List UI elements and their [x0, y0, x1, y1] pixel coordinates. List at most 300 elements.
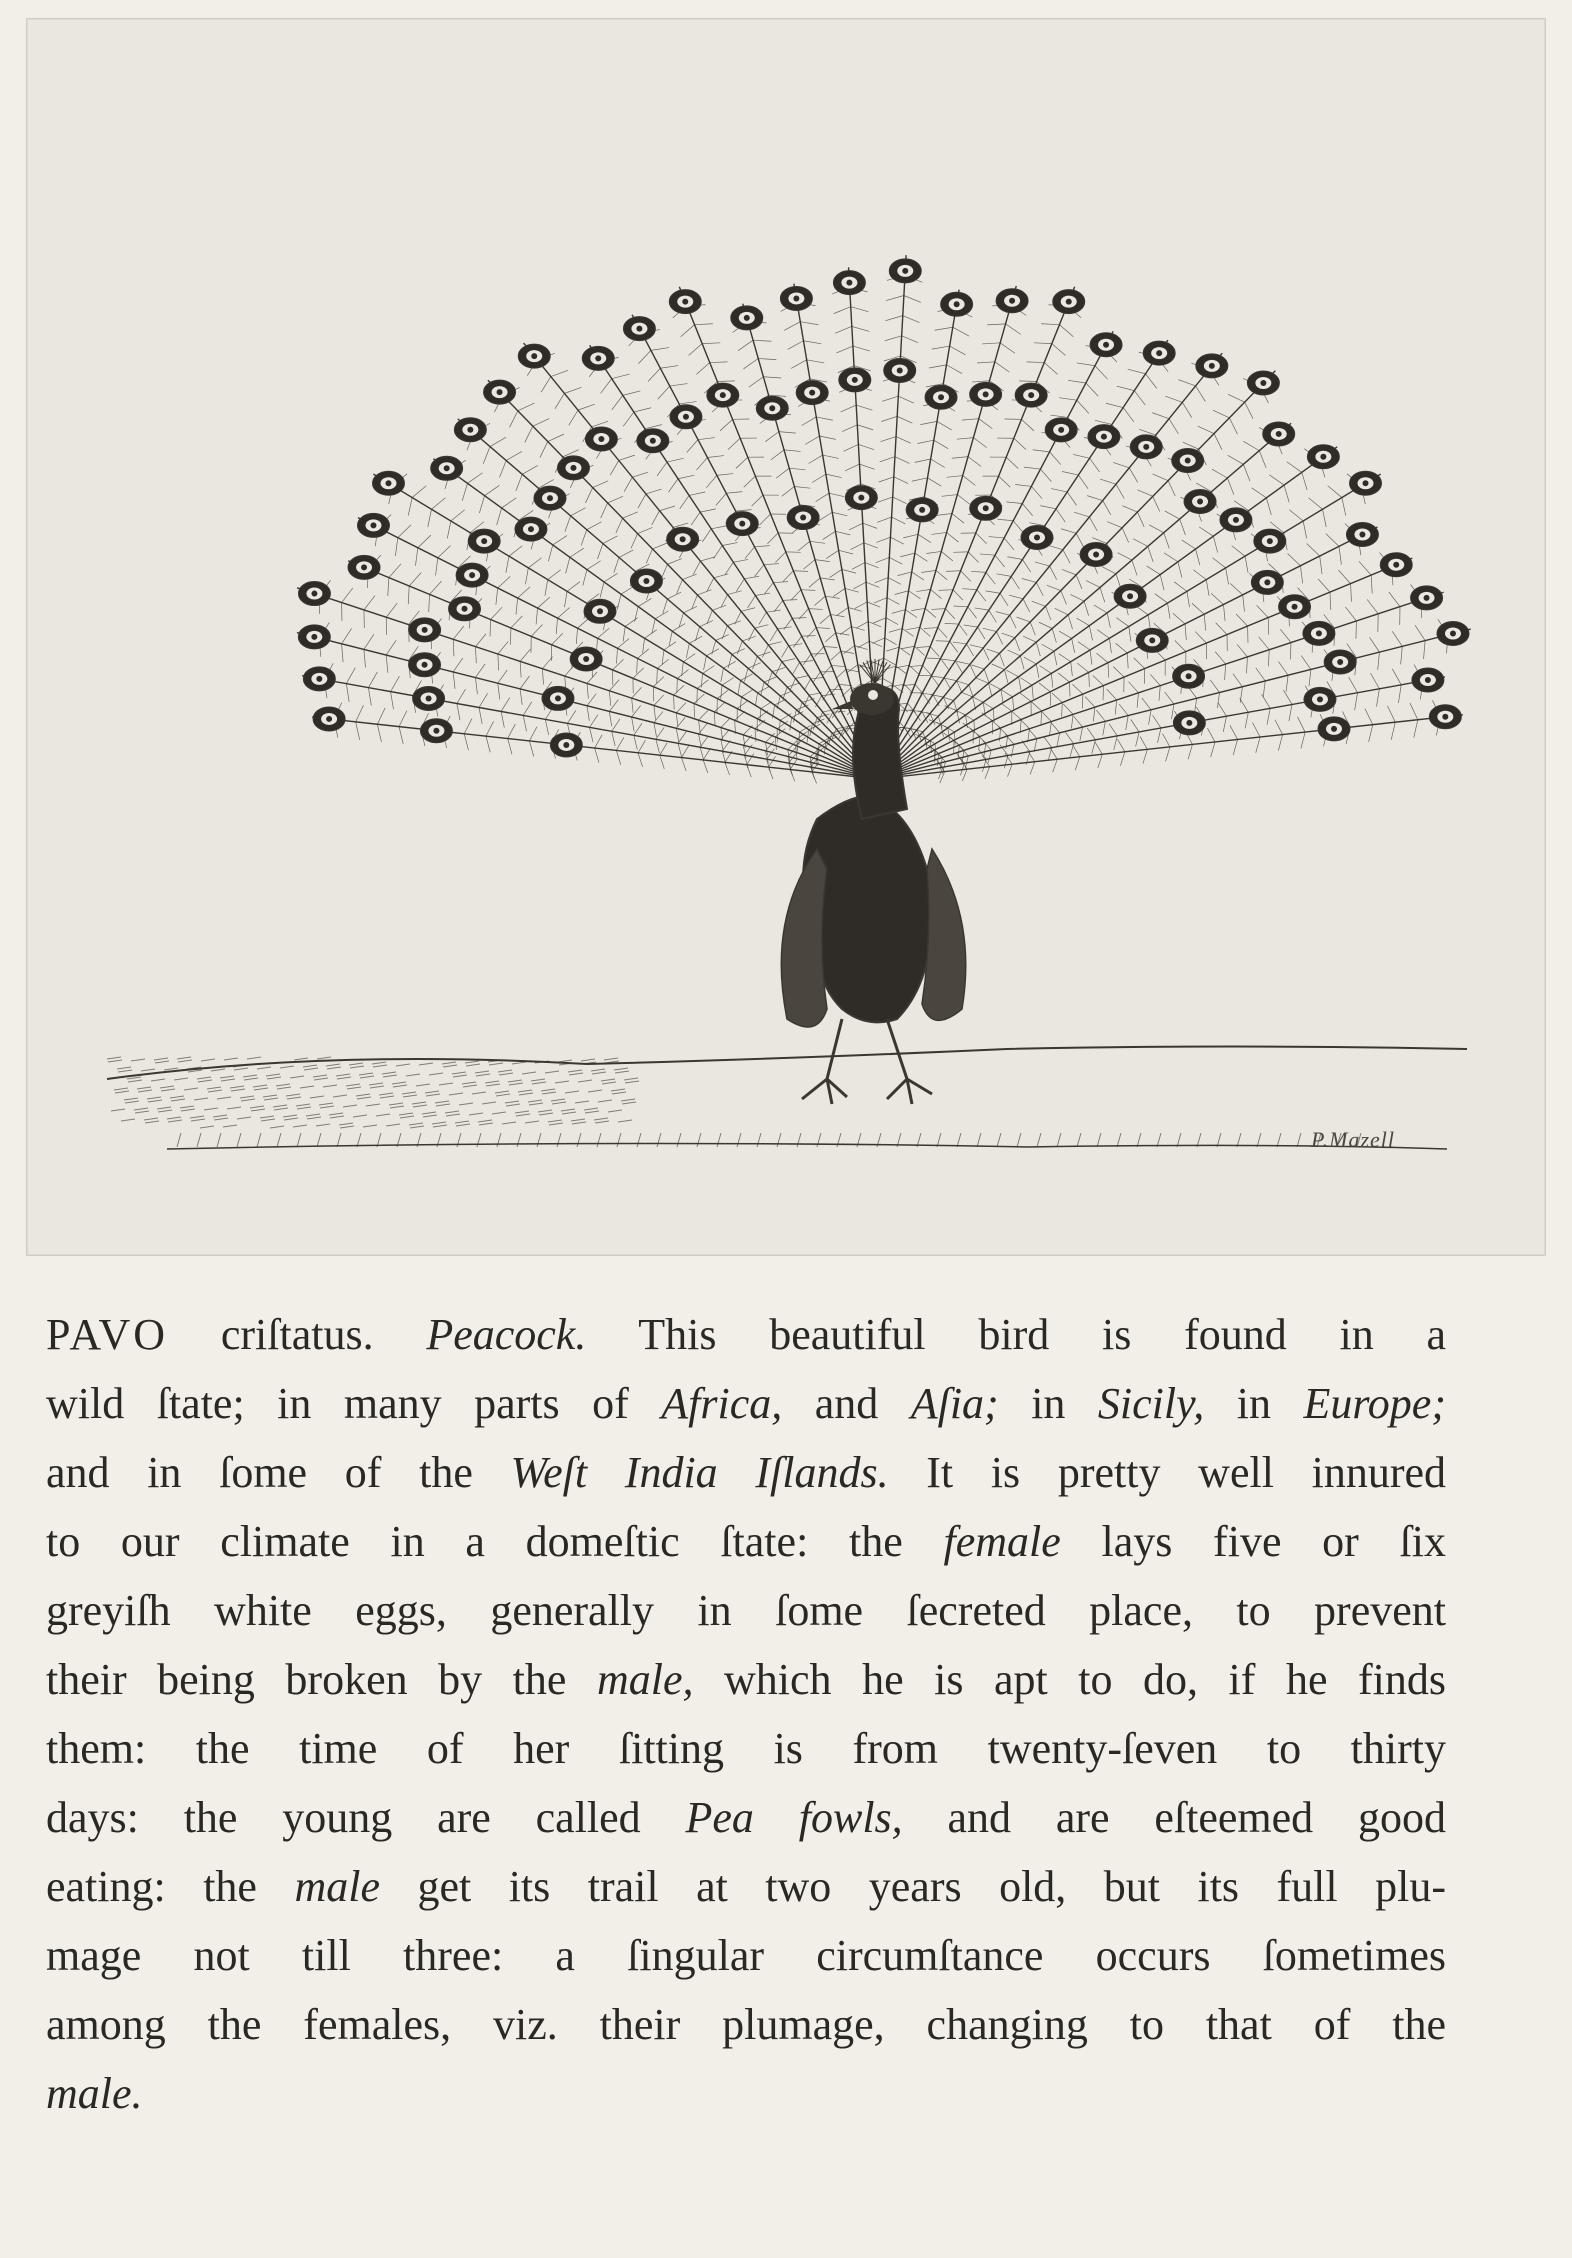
feather-barb: [1195, 632, 1206, 644]
feather-eyespot-pupil: [422, 662, 428, 668]
feather-barb: [1050, 566, 1057, 579]
ground-hatch: [304, 1068, 318, 1070]
feather-barb: [851, 307, 869, 312]
feather-barb: [1098, 754, 1103, 768]
feather-barb: [810, 541, 825, 543]
ground-hatch: [347, 1087, 361, 1089]
feather-barb: [475, 678, 477, 695]
feather-barb: [654, 705, 656, 719]
feather-barb: [1024, 657, 1036, 664]
feather-barb: [453, 658, 463, 672]
feather-barb: [698, 438, 715, 440]
feather-barb: [1263, 681, 1265, 697]
text-line-8: [46, 1783, 1446, 1852]
feather-barb: [483, 447, 490, 464]
feather-barb: [912, 572, 924, 580]
feather-barb: [722, 543, 737, 546]
feather-barb: [600, 582, 604, 598]
feather-barb: [714, 703, 724, 712]
peacock-leg-left: [802, 1019, 847, 1104]
feather-barb: [681, 758, 686, 771]
feather-barb: [1275, 720, 1283, 735]
feather-barb: [911, 608, 925, 610]
feather-barb: [917, 646, 931, 647]
feather-barb: [1109, 638, 1111, 653]
feather-barb: [457, 689, 466, 704]
feather-barb: [1192, 603, 1204, 614]
ground-hatch: [211, 1069, 225, 1071]
feather-barb: [989, 610, 997, 622]
feather-barb: [930, 646, 939, 656]
feather-barb: [1185, 624, 1186, 640]
feather-barb: [957, 438, 974, 440]
feather-barb: [893, 497, 907, 504]
feather-barb: [738, 340, 753, 350]
feather-barb: [815, 696, 821, 707]
feather-barb: [1164, 533, 1170, 549]
feather-barb: [997, 574, 1012, 577]
feather-barb: [1165, 396, 1182, 402]
ground-hatch: [337, 1077, 351, 1079]
text-line-1: [46, 1300, 1446, 1369]
feather-barb: [1369, 725, 1373, 742]
feather-barb: [953, 642, 967, 644]
ground-hatch: [135, 1111, 149, 1113]
feather-barb: [815, 560, 830, 562]
ground-hatch: [280, 1066, 294, 1068]
feather-barb: [841, 405, 856, 412]
ground-hatch: [591, 1069, 605, 1071]
feather-barb: [342, 588, 353, 603]
feather-barb: [1095, 366, 1108, 379]
feather-eyespot-pupil: [361, 564, 367, 570]
feather-barb: [1182, 540, 1196, 549]
feather-barb: [356, 722, 360, 740]
feather-barb: [1023, 599, 1030, 612]
feather-barb: [1096, 653, 1108, 663]
feather-barb: [1073, 454, 1090, 458]
feather-barb: [989, 537, 1004, 538]
feather-barb: [364, 596, 375, 610]
feather-barb: [1146, 374, 1157, 389]
ground-hatch: [618, 1120, 632, 1122]
feather-barb: [1259, 637, 1270, 650]
feather-barb: [825, 633, 835, 642]
feather-barb: [674, 685, 685, 695]
grass-tuft: [537, 1133, 541, 1147]
ground-hatch: [478, 1120, 492, 1122]
feather-barb: [1059, 631, 1072, 638]
feather-barb: [1072, 684, 1083, 694]
feather-barb: [609, 680, 619, 691]
ground-hatch: [621, 1099, 635, 1101]
feather-barb: [784, 450, 801, 452]
feather-eyespot-pupil: [1359, 532, 1365, 538]
feather-barb: [876, 557, 890, 562]
feather-barb: [968, 607, 977, 618]
ground-hatch: [601, 1079, 615, 1081]
grass-tuft: [717, 1133, 721, 1147]
feather-barb: [542, 669, 543, 685]
feather-barb: [1034, 343, 1052, 344]
feather-barb: [415, 548, 417, 566]
feather-barb: [753, 656, 758, 669]
ground-hatch: [449, 1093, 463, 1095]
feather-barb: [1007, 557, 1022, 560]
feather-barb: [1424, 641, 1426, 659]
ground-hatch: [585, 1111, 599, 1113]
feather-barb: [710, 362, 728, 363]
feather-barb: [1137, 512, 1144, 527]
feather-barb: [738, 680, 740, 694]
feather-barb: [608, 496, 623, 503]
feather-barb: [835, 326, 852, 333]
feather-barb: [1095, 742, 1102, 754]
feather-eyespot-pupil: [720, 392, 726, 398]
feather-barb: [784, 618, 792, 629]
feather-barb: [1061, 591, 1067, 605]
feather-barb: [794, 486, 810, 488]
feather-barb: [970, 645, 983, 648]
feather-barb: [835, 531, 850, 535]
feather-barb: [1076, 575, 1082, 589]
feather-barb: [776, 468, 789, 478]
feather-barb: [975, 608, 989, 610]
feather-barb: [1345, 607, 1356, 621]
feather-barb: [660, 366, 678, 369]
ground-line-lower: [167, 1143, 1447, 1149]
feather-barb: [883, 678, 894, 685]
feather-barb: [714, 574, 728, 578]
feather-barb: [678, 475, 694, 479]
feather-barb: [1078, 475, 1088, 489]
feather-barb: [545, 580, 548, 596]
feather-barb: [1236, 614, 1247, 626]
feather-barb: [1259, 451, 1266, 468]
feather-barb: [1117, 386, 1135, 390]
ground-hatch: [293, 1125, 307, 1127]
feather-barb: [1196, 386, 1206, 402]
ground-hatch: [363, 1125, 377, 1127]
feather-eyespot-pupil: [531, 353, 537, 359]
ground-hatch: [369, 1083, 383, 1085]
feather-barb: [946, 571, 961, 572]
feather-barb: [1210, 680, 1219, 693]
feather-barb: [1013, 521, 1023, 533]
feather-barb: [793, 636, 801, 647]
feather-barb: [998, 519, 1014, 521]
ground-hatch: [273, 1105, 287, 1107]
feather-barb: [1309, 498, 1323, 510]
feather-barb: [529, 727, 537, 741]
feather-barb: [886, 295, 904, 300]
feather-eyespot-pupil: [1209, 363, 1215, 369]
ground-hatch: [595, 1121, 609, 1123]
ground-hatch: [161, 1089, 175, 1091]
feather-barb: [453, 672, 455, 689]
feather-barb: [720, 419, 732, 430]
ground-hatch: [443, 1065, 457, 1067]
feather-barb: [1063, 550, 1070, 564]
ground-hatch: [223, 1125, 237, 1127]
feather-barb: [612, 374, 630, 379]
ground-hatch: [276, 1084, 290, 1086]
ground-hatch: [393, 1085, 407, 1087]
feather-barb: [464, 719, 472, 734]
feather-barb: [1096, 710, 1105, 721]
feather-barb: [635, 607, 639, 622]
feather-barb: [1256, 737, 1260, 753]
feather-barb: [1022, 559, 1030, 572]
feather-barb: [1036, 642, 1040, 656]
feather-barb: [856, 622, 868, 629]
feather-barb: [961, 571, 971, 582]
feather-barb: [678, 732, 686, 744]
ground-hatch: [356, 1094, 370, 1096]
ground-hatch: [429, 1073, 443, 1075]
feather-barb: [1085, 697, 1095, 708]
ground-hatch: [350, 1066, 364, 1068]
feather-barb: [894, 477, 908, 484]
feather-barb: [752, 495, 763, 506]
feather-barb: [1301, 656, 1311, 670]
feather-barb: [971, 571, 986, 572]
feather-barb: [342, 628, 352, 643]
feather-barb: [681, 746, 688, 758]
feather-barb: [918, 534, 931, 542]
feather-barb: [1068, 380, 1086, 383]
feather-barb: [475, 647, 476, 664]
feather-barb: [632, 472, 648, 477]
feather-barb: [787, 683, 800, 687]
feather-barb: [799, 732, 800, 745]
feather-barb: [790, 717, 792, 730]
feather-barb: [660, 506, 675, 511]
ground-hatch: [114, 1088, 128, 1090]
grass-tuft: [177, 1133, 181, 1147]
feather-barb: [696, 458, 707, 471]
feather-barb: [898, 396, 913, 403]
feather-barb: [1269, 475, 1284, 485]
feather-eyespot-pupil: [1425, 677, 1431, 683]
feather-barb: [1193, 570, 1206, 580]
feather-barb: [689, 344, 703, 356]
feather-barb: [623, 412, 634, 426]
feather-barb: [1243, 464, 1250, 481]
ground-hatch: [343, 1105, 357, 1107]
feather-barb: [782, 646, 789, 658]
feather-eyespot-pupil: [682, 299, 688, 305]
ground-hatch: [410, 1126, 424, 1128]
feather-eyespot-pupil: [316, 676, 322, 682]
feather-barb: [655, 611, 668, 619]
feather-barb: [1302, 472, 1307, 490]
feather-barb: [999, 476, 1011, 487]
feather-barb: [1232, 546, 1245, 556]
feather-barb: [980, 554, 995, 555]
grass-tuft: [1117, 1133, 1121, 1147]
feather-barb: [1307, 543, 1320, 556]
feather-barb: [1127, 653, 1128, 668]
feather-barb: [737, 641, 742, 654]
feather-barb: [653, 677, 664, 687]
feather-barb: [1303, 521, 1307, 538]
feather-barb: [725, 562, 733, 575]
feather-barb: [1226, 568, 1229, 584]
feather-barb: [875, 578, 888, 583]
feather-barb: [728, 591, 742, 595]
feather-barb: [707, 456, 724, 458]
feather-barb: [885, 316, 902, 321]
feather-barb: [1268, 650, 1269, 667]
feather-barb: [533, 419, 549, 427]
feather-barb: [1050, 748, 1057, 760]
feather-barb: [587, 522, 602, 530]
text-line-5: [46, 1576, 1446, 1645]
ground-hatch: [250, 1106, 264, 1108]
feather-barb: [745, 547, 755, 559]
ground-hatch: [247, 1057, 261, 1059]
feather-barb: [953, 590, 963, 600]
feather-barb: [784, 322, 800, 331]
feather-barb: [498, 577, 510, 588]
ground-hatch: [403, 1095, 417, 1097]
ground-hatch: [194, 1098, 208, 1100]
text-run: lays five or ſix: [1060, 1517, 1446, 1566]
feather-barb: [929, 365, 947, 368]
feather-barb: [1041, 711, 1042, 725]
feather-barb: [501, 698, 510, 712]
feather-eyespot-pupil: [983, 391, 989, 397]
feather-barb: [1233, 739, 1237, 754]
feather-barb: [1072, 638, 1075, 652]
feather-barb: [954, 732, 955, 745]
ground-hatch: [137, 1087, 151, 1089]
feather-barb: [982, 343, 1000, 344]
feather-barb: [1100, 479, 1116, 484]
ground-hatch: [157, 1107, 171, 1109]
feather-barb: [775, 552, 785, 563]
ground-hatch: [127, 1077, 141, 1079]
feather-barb: [1129, 682, 1139, 693]
feather-barb: [1092, 740, 1096, 754]
ground-hatch: [479, 1123, 493, 1125]
feather-barb: [604, 573, 618, 582]
feather-barb: [1174, 582, 1187, 592]
feather-barb: [790, 769, 795, 781]
text-run: mage not till three: a ſingular circumſtance occurs ſometimes: [46, 1931, 1446, 1980]
feather-barb: [1152, 413, 1169, 419]
text-run: their being broken by the: [46, 1655, 597, 1704]
ground-hatch: [380, 1096, 394, 1098]
feather-barb: [1062, 703, 1063, 717]
feather-barb: [1017, 617, 1031, 622]
ground-hatch: [158, 1110, 172, 1112]
feather-barb: [485, 485, 500, 495]
ground-line: [107, 1047, 1467, 1080]
feather-barb: [567, 710, 575, 723]
feather-barb: [885, 638, 897, 645]
feather-barb: [1351, 584, 1352, 602]
ground-hatch: [111, 1109, 125, 1111]
feather-barb: [1035, 562, 1050, 566]
feather-barb: [1042, 712, 1052, 722]
ground-hatch: [353, 1115, 367, 1117]
feather-barb: [976, 533, 987, 544]
feather-barb: [1007, 650, 1020, 656]
feather-barb: [712, 641, 716, 655]
feather-barb: [950, 346, 966, 355]
feather-barb: [695, 324, 713, 325]
feather-barb: [918, 440, 934, 443]
grass-tuft: [777, 1133, 781, 1147]
feather-barb: [638, 350, 651, 363]
feather-barb: [1338, 570, 1350, 583]
feather-barb: [541, 377, 551, 393]
feather-barb: [712, 605, 726, 610]
feather-barb: [616, 750, 620, 764]
feather-barb: [1013, 697, 1014, 711]
ground-hatch: [360, 1076, 374, 1078]
feather-barb: [538, 597, 550, 608]
feather-barb: [700, 557, 715, 561]
feather-barb: [1245, 712, 1248, 728]
feather-barb: [663, 599, 668, 614]
feather-barb: [536, 608, 537, 624]
feather-barb: [1228, 455, 1244, 464]
feather-barb: [595, 735, 602, 748]
feather-barb: [1286, 675, 1288, 692]
ground-hatch: [277, 1087, 291, 1089]
ground-hatch: [476, 1074, 490, 1076]
feather-barb: [995, 362, 1010, 372]
feather-barb: [867, 602, 880, 607]
feather-barb: [634, 723, 642, 735]
feather-barb: [803, 341, 821, 344]
emphasis: male: [294, 1862, 380, 1911]
feather-barb: [744, 476, 756, 487]
feather-barb: [947, 476, 963, 478]
feather-barb: [431, 498, 445, 510]
feather-barb: [1051, 489, 1067, 492]
feather-barb: [1198, 426, 1214, 433]
feather-barb: [684, 606, 697, 612]
ground-hatch: [555, 1081, 569, 1083]
ground-hatch: [178, 1060, 192, 1062]
grass-tuft: [517, 1133, 521, 1147]
ground-hatch: [323, 1085, 337, 1087]
feather-barb: [571, 508, 586, 516]
feather-barb: [1367, 599, 1378, 613]
emphasis: female: [943, 1517, 1061, 1566]
feather-barb: [1339, 546, 1341, 564]
feather-barb: [1106, 403, 1123, 407]
feather-barb: [728, 438, 740, 449]
feather-eyespot-pupil: [897, 367, 903, 373]
feather-eyespot-pupil: [385, 480, 391, 486]
text-run: in: [998, 1379, 1098, 1428]
ground-hatch: [147, 1097, 161, 1099]
feather-barb: [453, 626, 464, 639]
feather-eyespot-pupil: [643, 578, 649, 584]
feather-barb: [733, 559, 748, 562]
feather-barb: [1245, 556, 1248, 573]
feather-barb: [1290, 643, 1291, 660]
ground-hatch: [366, 1104, 380, 1106]
feather-barb: [1148, 546, 1153, 561]
feather-barb: [661, 564, 667, 578]
feather-barb: [1010, 615, 1016, 628]
